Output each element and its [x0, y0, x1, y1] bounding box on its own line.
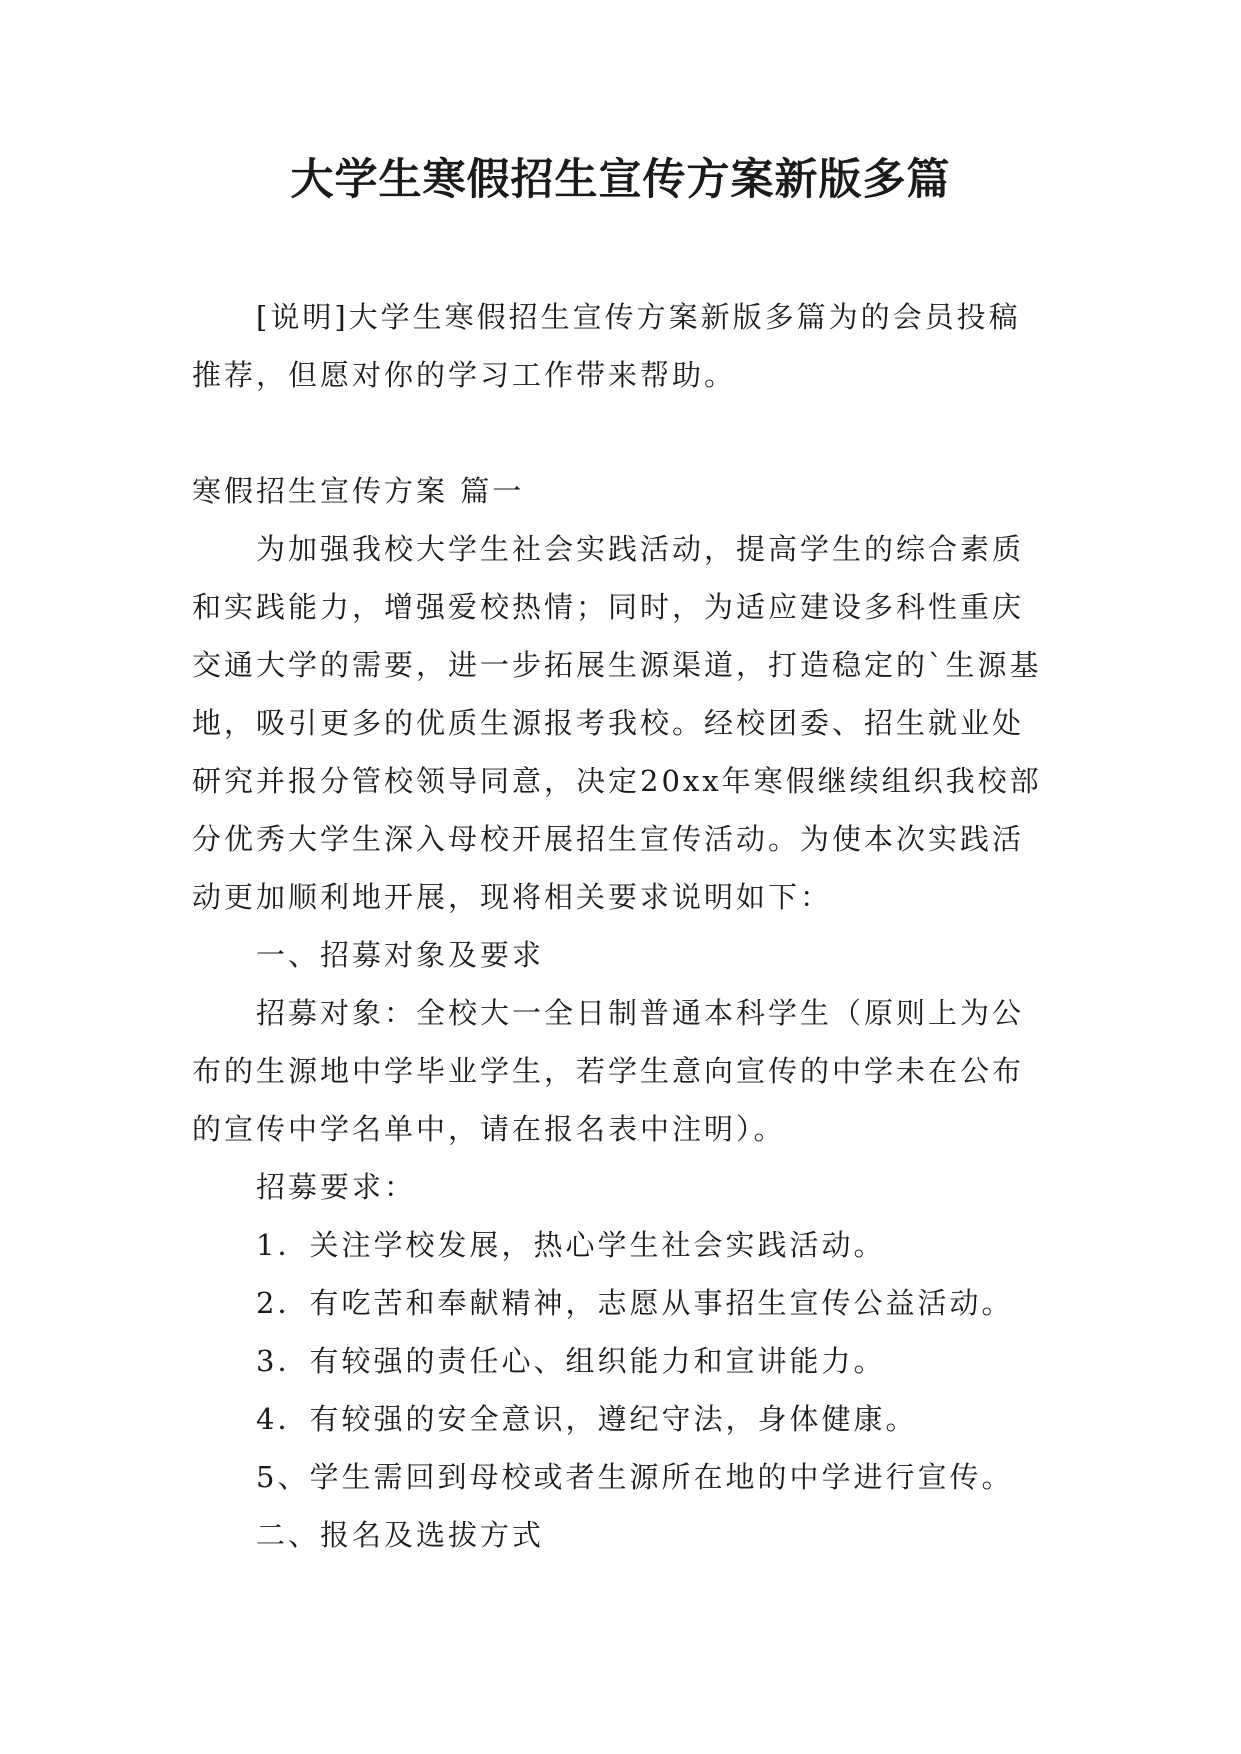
requirement-item: 4．有较强的安全意识，遵纪守法，身体健康。 [256, 1402, 918, 1436]
requirement-item: 5、学生需回到母校或者生源所在地的中学进行宣传。 [256, 1460, 1014, 1494]
requirement-item: 3．有较强的责任心、组织能力和宣讲能力。 [256, 1344, 886, 1378]
section-heading: 寒假招生宣传方案 篇一 [192, 474, 525, 508]
requirement-item: 1．关注学校发展，热心学生社会实践活动。 [256, 1228, 886, 1262]
label-recruit-requirements: 招募要求： [256, 1170, 417, 1204]
requirement-item: 2．有吃苦和奉献精神，志愿从事招生宣传公益活动。 [256, 1286, 1014, 1320]
heading-recruit-target: 一、招募对象及要求 [256, 938, 545, 972]
paragraph-recruit-target: 招募对象：全校大一全日制普通本科学生（原则上为公布的生源地中学毕业学生，若学生意向宣传的中学未在公布的宣传中学名单中，请在报名表中注明）。 [192, 996, 1025, 1146]
paragraph-intro: 为加强我校大学生社会实践活动，提高学生的综合素质和实践能力，增强爱校热情；同时，为适应建设多科性重庆交通大学的需要，进一步拓展生源渠道，打造稳定的`生源基地，吸引更多的优质生源报考我校。经校团委、招生就业处研究并报分管校领导同意，决定20xx年寒假继续组织我校部分优秀大学生深入母校开展招生宣传活动。为使本次实践活动更加顺利地开展，现将相关要求说明如下： [192, 532, 1042, 914]
document-note: [说明]大学生寒假招生宣传方案新版多篇为的会员投稿推荐，但愿对你的学习工作带来帮助。 [192, 300, 1021, 392]
document-title: 大学生寒假招生宣传方案新版多篇 [290, 155, 951, 205]
heading-registration: 二、报名及选拔方式 [256, 1518, 545, 1552]
section-body [192, 520, 1052, 1564]
